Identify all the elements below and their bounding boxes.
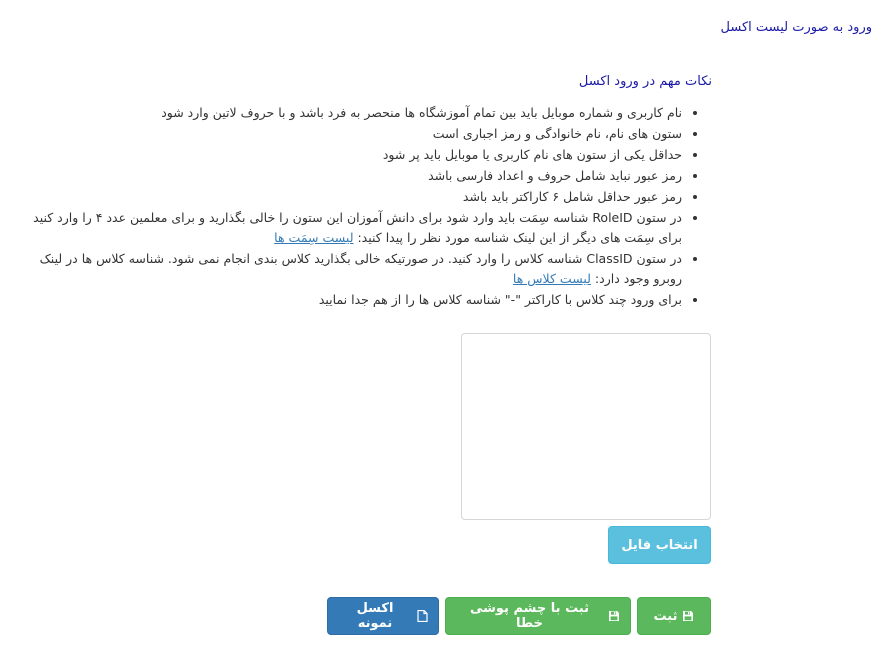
choose-file-label: انتخاب فایل — [621, 537, 698, 553]
note-text: در ستون ClassID شناسه کلاس را وارد کنید. در صورتیکه خالی بگذارید کلاس بندی انجام نمی شود. شناسه کلاس ها در لینک روبرو وجود دارد: — [39, 251, 682, 286]
note-text: رمز عبور نباید شامل حروف و اعداد فارسی باشد — [428, 168, 682, 183]
note-item-classid — [22, 249, 682, 289]
note-text: در ستون RoleID شناسه سِمَت باید وارد شود برای دانش آموزان این ستون را خالی بگذارید و برای معلمین عدد ۴ را وارد کنید برای سِمَت های دیگر از این لینک شناسه مورد نظر را پیدا کنید: — [33, 210, 682, 245]
note-text: رمز عبور حداقل شامل ۶ کاراکتر باید باشد — [462, 189, 682, 204]
note-text: ستون های نام، نام خانوادگی و رمز اجباری است — [432, 126, 682, 141]
choose-file-button[interactable] — [608, 526, 711, 564]
save-label: ثبت — [653, 608, 678, 624]
save-ignore-errors-label: ثبت با چشم پوشی خطا — [469, 601, 590, 631]
classes-list-link[interactable]: لیست کلاس ها — [512, 271, 591, 286]
save-button[interactable] — [637, 597, 711, 635]
note-item-required-columns — [22, 124, 682, 144]
note-item-password-length — [22, 187, 682, 207]
note-text: حداقل یکی از ستون های نام کاربری یا موبایل باید پر شود — [382, 147, 682, 162]
save-ignore-errors-button[interactable] — [445, 597, 631, 635]
file-icon — [417, 610, 428, 622]
note-text: برای ورود چند کلاس با کاراکتر "-" شناسه کلاس ها را از هم جدا نمایید — [318, 292, 682, 307]
notes-list — [22, 103, 698, 311]
sample-excel-label: اکسل نمونه — [356, 601, 394, 631]
note-item-username-unique — [22, 103, 682, 123]
note-item-password-chars — [22, 166, 682, 186]
roles-list-link[interactable]: لیست سِمَت ها — [274, 230, 354, 245]
notes-title: نکات مهم در ورود اکسل — [578, 74, 712, 89]
note-text: نام کاربری و شماره موبایل باید بین تمام آموزشگاه ها منحصر به فرد باشد و با حروف لاتین وارد شود — [161, 105, 682, 120]
note-item-username-or-mobile — [22, 145, 682, 165]
floppy-disk-icon — [682, 610, 694, 622]
file-preview-box[interactable] — [461, 333, 711, 520]
note-item-roleid — [22, 208, 682, 248]
page-title: ورود به صورت لیست اکسل — [720, 20, 872, 35]
floppy-disk-icon — [608, 610, 620, 622]
note-item-multiple-classes — [22, 290, 682, 310]
sample-excel-button[interactable] — [327, 597, 439, 635]
